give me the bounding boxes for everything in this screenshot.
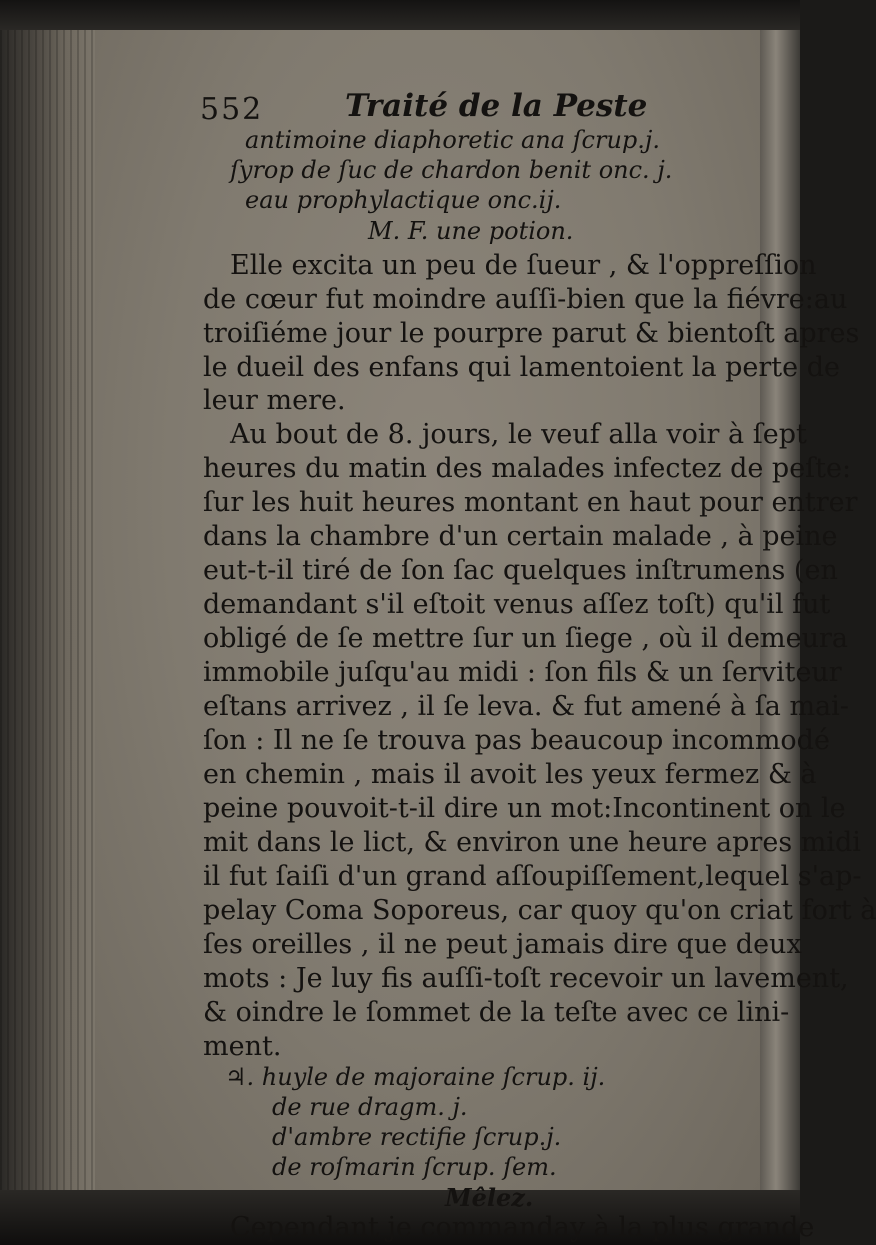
recipe-line: M. F. une potion. bbox=[368, 217, 574, 245]
paragraph-line: heures du matin des malades infectez de peſte: bbox=[203, 453, 852, 484]
paragraph-line: & oindre le ſommet de la teſte avec ce lini- bbox=[203, 997, 790, 1028]
paragraph-line: immobile juſqu'au midi : ſon fils & un ſerviteur bbox=[203, 657, 842, 688]
paragraph-line: peine pouvoit-t-il dire un mot:Incontinent on le bbox=[203, 793, 846, 824]
paragraph-line: ſur les huit heures montant en haut pour entrer bbox=[203, 487, 858, 518]
paragraph-line: Elle excita un peu de ſueur , & l'oppreſſion bbox=[230, 250, 817, 281]
recipe-line: Mêlez. bbox=[445, 1183, 534, 1212]
recipe-line: ♃. huyle de majoraine ſcrup. ij. bbox=[225, 1063, 606, 1091]
paragraph-line: eut-t-il tiré de ſon ſac quelques inſtrumens (en bbox=[203, 555, 838, 586]
paragraph-line: obligé de ſe mettre ſur un ſiege , où il demeura bbox=[203, 623, 848, 654]
page-number: 552 bbox=[200, 92, 264, 127]
paragraph-line: dans la chambre d'un certain malade , à peine bbox=[203, 521, 838, 552]
book-binding-edge bbox=[0, 30, 95, 1190]
recipe-line: de roſmarin ſcrup. ſem. bbox=[272, 1153, 557, 1181]
paragraph-line: en chemin , mais il avoit les yeux fermez & à bbox=[203, 759, 817, 790]
recipe-line: d'ambre rectifie ſcrup.j. bbox=[272, 1123, 562, 1151]
paragraph-line: mots : Je luy fis auſſi-toſt recevoir un lavement, bbox=[203, 963, 849, 994]
paragraph-line: eſtans arrivez , il ſe leva. & fut amené à ſa mai- bbox=[203, 691, 849, 722]
paragraph-line: mit dans le lict, & environ une heure apres midi bbox=[203, 827, 861, 858]
paragraph-line: Cependant je commanday à la plus grande bbox=[230, 1212, 815, 1243]
top-shadow bbox=[0, 0, 800, 30]
paragraph-line: ment. bbox=[203, 1031, 282, 1062]
paragraph-line: leur mere. bbox=[203, 385, 346, 416]
recipe-line: eau prophylactique onc.ij. bbox=[245, 186, 562, 214]
running-title: Traité de la Peste bbox=[345, 88, 648, 124]
recipe-line: de rue dragm. j. bbox=[272, 1093, 468, 1121]
paragraph-line: demandant s'il eſtoit venus aſſez toſt) qu'il fut bbox=[203, 589, 831, 620]
paragraph-line: ſes oreilles , il ne peut jamais dire que deux bbox=[203, 929, 802, 960]
recipe-line: ſyrop de ſuc de chardon benit onc. j. bbox=[230, 156, 673, 184]
paragraph-line: pelay Coma Soporeus, car quoy qu'on criat fort à bbox=[203, 895, 876, 926]
paragraph-line: il fut ſaiſi d'un grand aſſoupiſſement,lequel s'ap- bbox=[203, 861, 862, 892]
recipe-line: antimoine diaphoretic ana ſcrup.j. bbox=[245, 126, 660, 154]
paragraph-line: ſon : Il ne ſe trouva pas beaucoup incommodé bbox=[203, 725, 830, 756]
paragraph-line: troiſiéme jour le pourpre parut & bientoſt apres bbox=[203, 318, 860, 349]
paragraph-line: Au bout de 8. jours, le veuf alla voir à ſept bbox=[230, 419, 807, 450]
paragraph-line: de cœur fut moindre auſſi-bien que la fiévre:au bbox=[203, 284, 848, 315]
paragraph-line: le dueil des enfans qui lamentoient la perte de bbox=[203, 352, 840, 383]
